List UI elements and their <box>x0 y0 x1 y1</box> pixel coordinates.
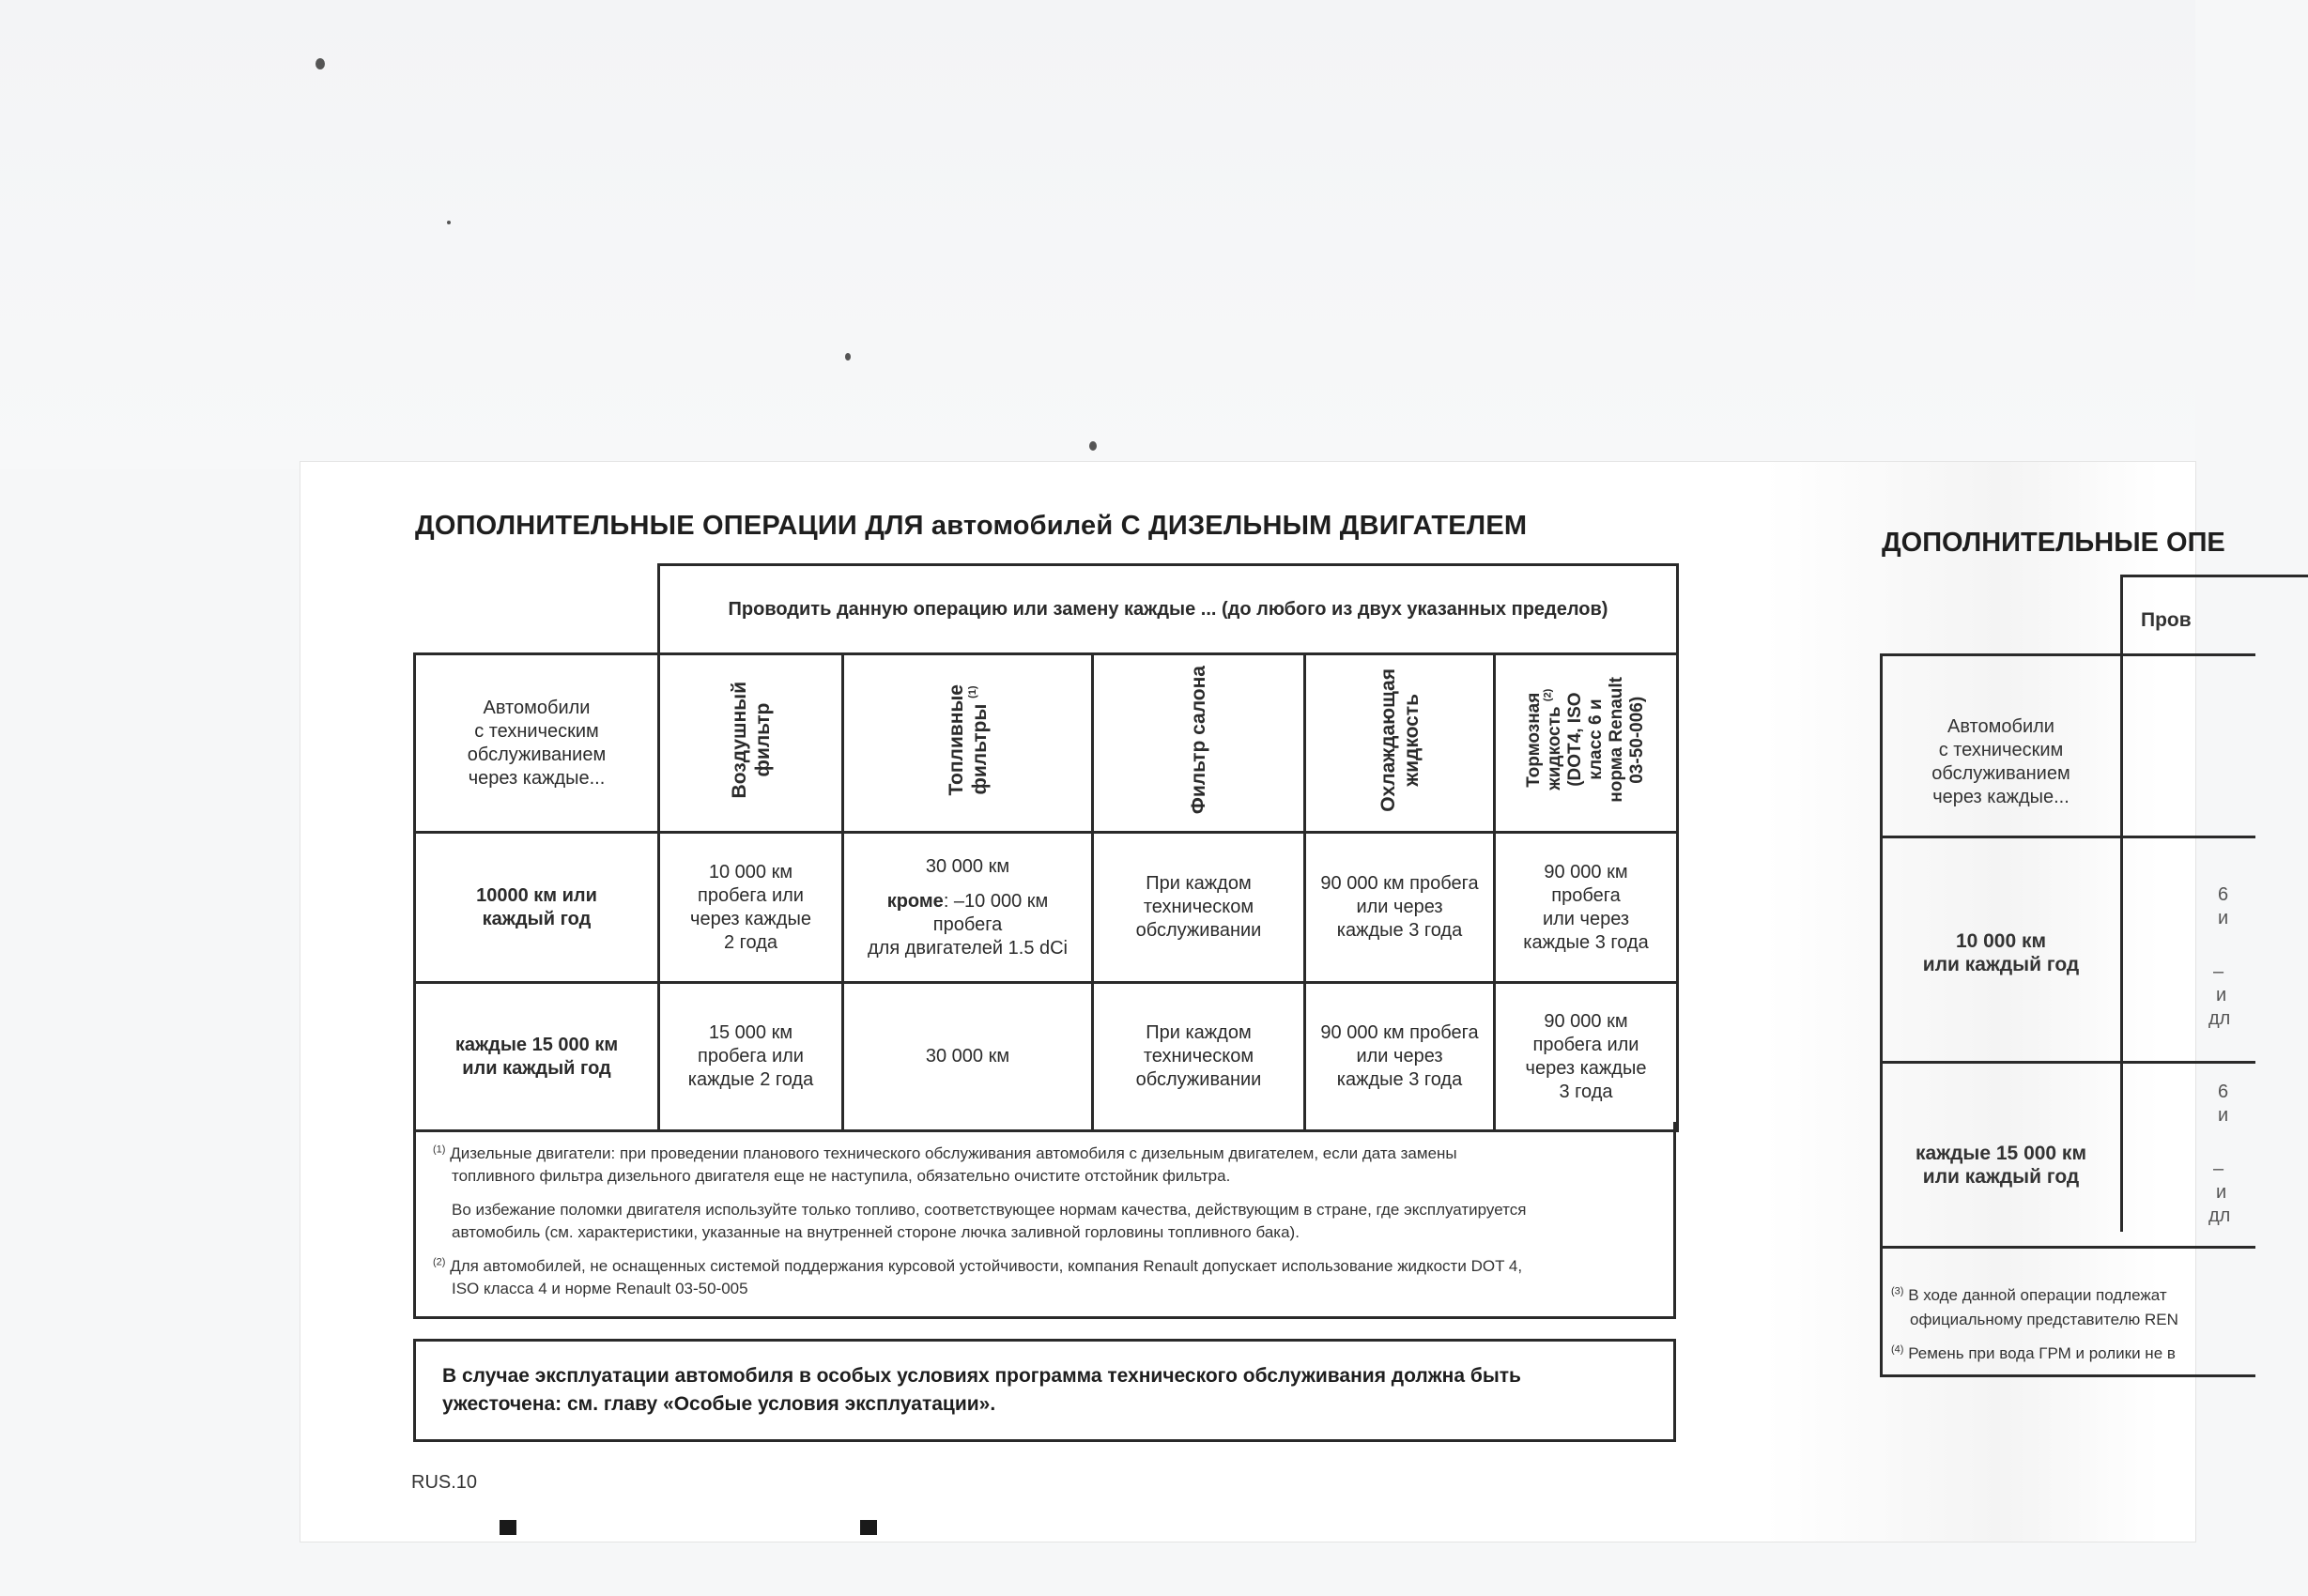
cell-fuel-filters <box>843 983 1093 1131</box>
footnote-line: Для автомобилей, не оснащенных системой поддержания курсовой устойчивости, компания Renault допускает использование жидкости DOT 4, <box>450 1257 1523 1275</box>
row-label-line: каждые 15 000 км <box>1916 1143 2086 1164</box>
cell-line: 90 000 км пробега <box>1320 873 1479 894</box>
cell-line: 90 000 км <box>1544 861 1628 882</box>
cell-line: или через <box>1356 1046 1443 1067</box>
cell-line: пробега или <box>1532 1034 1639 1055</box>
footnote-line: ISO класса 4 и норме Renault 03-50-005 <box>452 1280 748 1297</box>
footnotes-box <box>413 1122 1676 1319</box>
cell-line: При каждом <box>1146 1022 1252 1043</box>
footnote-line: Во избежание поломки двигателя используйте только топливо, соответствующее нормам качества, действующим в стране, где эксплуатируется <box>452 1201 1527 1219</box>
footnote <box>433 1199 1651 1244</box>
cell-fragment: дл <box>2208 1205 2231 1226</box>
cell-fragment: и <box>2216 985 2227 1005</box>
binder-mark <box>500 1520 516 1535</box>
table-row <box>415 983 1678 1131</box>
row-header-line: обслуживанием <box>1931 763 2070 784</box>
cell-fragment: – <box>2213 1159 2224 1179</box>
right-row-header-cell <box>1885 715 2116 809</box>
cell-fragment: и <box>2216 1182 2227 1203</box>
row-header-line: Автомобили <box>483 697 591 718</box>
row-header-line: через каждые... <box>468 767 606 789</box>
footnote-line: В ходе данной операции подлежат <box>1908 1286 2167 1304</box>
column-header-line: Топливные <box>945 683 967 796</box>
footnote <box>433 1255 1651 1300</box>
row-header-line: обслуживанием <box>467 744 607 765</box>
scan-speck <box>447 221 451 224</box>
cell-line <box>850 890 1085 913</box>
manual-spread <box>300 462 2231 1542</box>
footnote-mark: (1) <box>966 684 978 698</box>
footnote-mark: (2) <box>433 1256 446 1268</box>
cell-line: 15 000 км <box>708 1022 793 1043</box>
row-label-line: каждые 15 000 км <box>454 1034 619 1055</box>
cell-fragment: 6 <box>2218 884 2229 905</box>
column-header-brake-fluid <box>1495 654 1678 833</box>
column-header-fuel-filters <box>843 654 1093 833</box>
cell-line: 90 000 км пробега <box>1320 1022 1479 1043</box>
column-header-line: (DOT4, ISO <box>1565 692 1585 788</box>
callout-line: В случае эксплуатации автомобиля в особых условиях программа технического обслуживания должна быть <box>442 1365 1521 1387</box>
cell-cabin-filter <box>1093 833 1305 983</box>
left-page <box>300 462 1765 1542</box>
cell-line: или через <box>1356 897 1443 917</box>
cell-line: каждые 3 года <box>1336 920 1463 941</box>
cell-line: 2 года <box>723 931 777 953</box>
cell-line: пробега или <box>698 1046 804 1067</box>
callout-line: ужесточена: см. главу «Особые условия эксплуатации». <box>442 1393 996 1415</box>
cell-line: или через <box>1542 908 1630 929</box>
cell-cabin-filter <box>1093 983 1305 1131</box>
footnote-mark: (1) <box>433 1143 446 1156</box>
table-row <box>415 833 1678 983</box>
cell-line: 30 000 км <box>925 855 1010 877</box>
right-page-title: ДОПОЛНИТЕЛЬНЫЕ ОПЕ <box>1882 528 2225 558</box>
cell-air-filter <box>659 983 843 1131</box>
right-row-label-10000 <box>1885 929 2116 976</box>
cell-line: через каждые <box>1525 1057 1647 1079</box>
column-header-cabin-filter <box>1093 654 1305 833</box>
right-page <box>1850 462 2231 1542</box>
cell-fragment: и <box>2218 908 2229 928</box>
scan-background <box>0 0 2195 469</box>
row-label-line: 10 000 км <box>1955 930 2047 952</box>
column-header-row <box>415 654 1678 833</box>
footnote-line: автомобиль (см. характеристики, указанные на внутренней стороне лючка заливной горловины топливного бака). <box>452 1223 1300 1241</box>
cell-line: каждые 3 года <box>1336 1069 1463 1090</box>
column-header-line: фильтры <box>968 703 991 795</box>
column-header-line: жидкость <box>1545 706 1564 791</box>
cell-fragment: и <box>2218 1105 2229 1126</box>
row-header-line: через каждые... <box>1932 787 2070 807</box>
footnote-line: Ремень при вода ГРМ и ролики не в <box>1908 1344 2176 1362</box>
row-label-line: или каждый год <box>462 1057 611 1079</box>
cell-brake-fluid <box>1495 983 1678 1131</box>
row-label-line: каждый год <box>482 908 592 929</box>
row-header-cell <box>415 654 659 833</box>
scan-speck <box>315 58 325 69</box>
cell-fuel-filters <box>843 833 1093 983</box>
cell-line: 10 000 км <box>708 861 793 882</box>
cell-line: пробега или <box>698 884 804 906</box>
empty-corner-cell <box>415 565 659 654</box>
page-number: RUS.10 <box>411 1472 478 1493</box>
cell-line: 30 000 км <box>925 1046 1010 1067</box>
column-header-air-filter <box>659 654 843 833</box>
cell-line: техническом <box>1143 1046 1254 1067</box>
footnote <box>1891 1308 2178 1332</box>
row-label-line: или каждый год <box>1922 1166 2080 1188</box>
cell-line: обслуживании <box>1135 1069 1262 1090</box>
footnote-line: топливного фильтра дизельного двигателя еще не наступила, обязательно очистите отстойник фильтра. <box>452 1167 1231 1185</box>
column-header-line: Тормозная <box>1524 692 1544 788</box>
table-header-row <box>415 565 1678 654</box>
cell-air-filter <box>659 833 843 983</box>
scan-speck <box>1089 441 1097 451</box>
cell-fragment: – <box>2213 961 2224 982</box>
row-header-line: с техническим <box>1938 740 2064 760</box>
cell-line: пробега <box>1551 884 1621 906</box>
column-header-line: Фильтр салона <box>1188 665 1209 815</box>
right-row-label-15000 <box>1885 1142 2116 1189</box>
binder-mark <box>860 1520 877 1535</box>
row-label-line: или каждый год <box>1922 954 2080 975</box>
interval-span-header: Проводить данную операцию или замену каждые ... (до любого из двух указанных пределов) <box>659 565 1678 654</box>
footnote-line: официальному представителю REN <box>1910 1311 2178 1328</box>
row-header-line: Автомобили <box>1947 716 2054 737</box>
row-label-line: 10000 км или <box>476 884 597 906</box>
cell-fragment: 6 <box>2218 1082 2229 1102</box>
column-header-line: жидкость <box>1400 693 1423 787</box>
footnote <box>433 1143 1651 1188</box>
cell-coolant <box>1305 983 1495 1131</box>
cell-line: 3 года <box>1559 1081 1613 1102</box>
cell-line: через каждые <box>690 908 811 929</box>
page-title: ДОПОЛНИТЕЛЬНЫЕ ОПЕРАЦИИ ДЛЯ автомобилей С ДИЗЕЛЬНЫМ ДВИГАТЕЛЕМ <box>415 511 1528 541</box>
cell-brake-fluid <box>1495 833 1678 983</box>
column-header-line: Охлаждающая <box>1377 668 1399 812</box>
footnote-mark: (3) <box>1891 1285 1904 1297</box>
cell-text: : –10 000 км <box>943 890 1049 912</box>
cell-fragment: дл <box>2208 1008 2231 1029</box>
row-label-15000 <box>415 983 659 1131</box>
column-header-line: класс 6 и <box>1586 698 1606 781</box>
footnote-mark: (2) <box>1542 688 1554 702</box>
right-maintenance-table <box>1880 575 2255 1269</box>
cell-line: каждые 2 года <box>687 1069 814 1090</box>
column-header-line: норма Renault <box>1607 677 1626 803</box>
cell-line: обслуживании <box>1135 920 1262 941</box>
except-label: кроме <box>886 890 944 912</box>
column-header-line: Воздушный <box>728 681 750 799</box>
row-header-line: с техническим <box>474 720 599 742</box>
cell-line: каждые 3 года <box>1523 931 1649 953</box>
right-footnotes <box>1891 1283 2178 1366</box>
footnote <box>1891 1342 2178 1366</box>
footnote-mark: (4) <box>1891 1343 1904 1356</box>
column-header-coolant <box>1305 654 1495 833</box>
footnote <box>1891 1283 2178 1308</box>
cell-line: При каждом <box>1146 873 1252 894</box>
cell-coolant <box>1305 833 1495 983</box>
scan-speck <box>845 353 851 361</box>
column-header-line: фильтр <box>751 702 774 777</box>
cell-line: техническом <box>1143 897 1254 917</box>
cell-line: для двигателей 1.5 dCi <box>867 937 1069 959</box>
maintenance-table <box>413 563 1679 1132</box>
cell-line: пробега <box>932 913 1003 935</box>
right-span-header: Пров <box>2141 609 2192 631</box>
cell-line: 90 000 км <box>1544 1010 1628 1032</box>
special-conditions-callout <box>413 1339 1676 1442</box>
footnote-line: Дизельные двигатели: при проведении планового технического обслуживания автомобиля с дизельным двигателем, если дата замены <box>450 1144 1457 1162</box>
row-label-10000 <box>415 833 659 983</box>
column-header-line: 03-50-006) <box>1627 696 1647 784</box>
